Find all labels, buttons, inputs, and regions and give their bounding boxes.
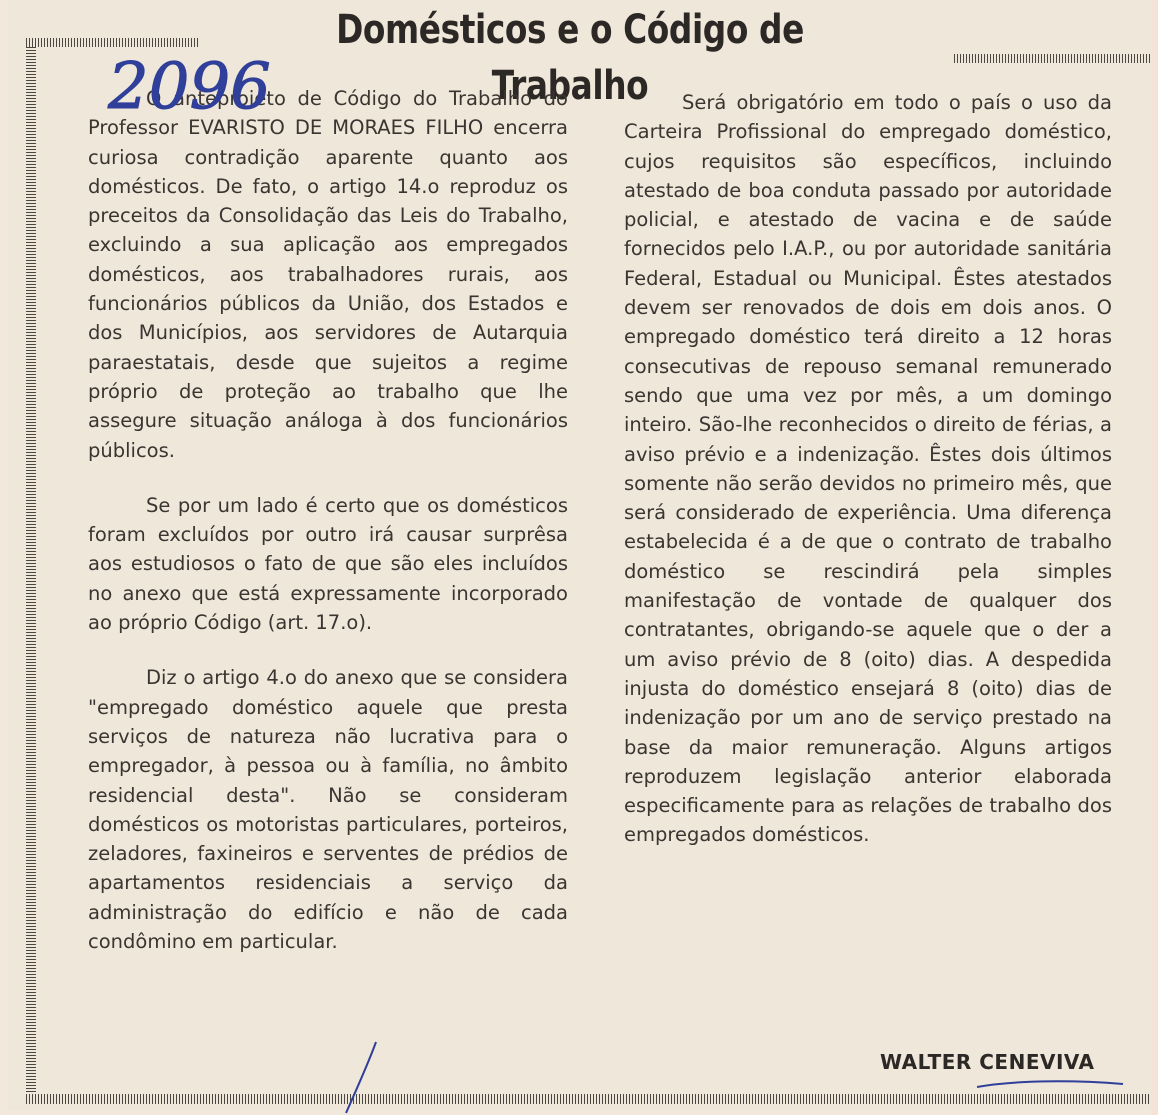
paragraph-3: Diz o artigo 4.o do anexo que se considera "empregado doméstico aquele que presta serviços de natureza não lucrativa para o empregador, à pessoa ou à família, no âmbito residencial desta". Não se consideram domésticos os motoristas particulares, porteiros, zeladores, faxineiros e serventes de prédios de apartamentos residenciais a serviço da administração do edifício e não de cada condômino em particular.: [88, 666, 568, 954]
handwritten-number-text: 2096: [108, 50, 271, 124]
paragraph-4: Será obrigatório em todo o país o uso da Carteira Profissional do empregado doméstico, cujos requisitos são específicos, incluindo atestado de boa conduta passado por autoridade policial, e atestado de vacina e de saúde fornecidos pelo I.A.P., ou por autoridade sanitária Federal, Estadual ou Municipal. Êstes atestados devem ser renovados de dois em dois anos. O empregado doméstico terá direito a 12 horas consecutivas de repouso semanal remunerado sendo que uma vez por mês, a um domingo inteiro. São-lhe reconhecidos o direito de férias, a aviso prévio e a indenização. Êstes dois últimos somente não serão devidos no primeiro mês, que será considerado de experiência. Uma diferença estabelecida é a de que o contrato de trabalho doméstico se rescindirá pela simples manifestação de vontade de qualquer dos contratantes, obrigando-se aquele que o der a um aviso prévio de 8 (oito) dias. A despedida injusta do doméstico ensejará 8 (oito) dias de indenização por um ano de serviço prestado na base da maior remuneração. Alguns artigos reproduzem legislação anterior elaborada especificamente para as relações de trabalho dos empregados domésticos.: [624, 91, 1112, 847]
article-column-left: [88, 84, 568, 956]
signature-underline-mark: [975, 1078, 1125, 1090]
page-edge: [1151, 0, 1158, 1115]
pen-stroke-mark: [340, 1040, 380, 1115]
bottom-border-rule: [26, 1094, 1158, 1104]
top-right-border-rule: [954, 54, 1158, 63]
handwritten-number-annotation: [100, 42, 370, 132]
author-signature: WALTER CENEVIVA: [880, 1050, 1095, 1074]
article-headline: Domésticos e o Código de Trabalho: [336, 7, 804, 109]
paragraph-1: O anteprojeto de Código do Trabalho do Professor EVARISTO DE MORAES FILHO encerra curiosa contradição aparente quanto aos domésticos. De fato, o artigo 14.o reproduz os preceitos da Consolidação das Leis do Trabalho, excluindo a sua aplicação aos empregados domésticos, aos trabalhadores rurais, aos funcionários públicos da União, dos Estados e dos Municípios, aos servidores de Autarquia paraestatais, desde que sujeitos a regime próprio de proteção ao trabalho que lhe assegure situação análoga à dos funcionários públicos.: [88, 87, 568, 462]
article-column-right: [624, 88, 1112, 850]
left-border-rule: [26, 38, 36, 1100]
paragraph-2: Se por um lado é certo que os domésticos foram excluídos por outro irá causar surprêsa aos estudiosos o fato de que são eles incluídos no anexo que está expressamente incorporado ao próprio Código (art. 17.o).: [88, 493, 568, 635]
